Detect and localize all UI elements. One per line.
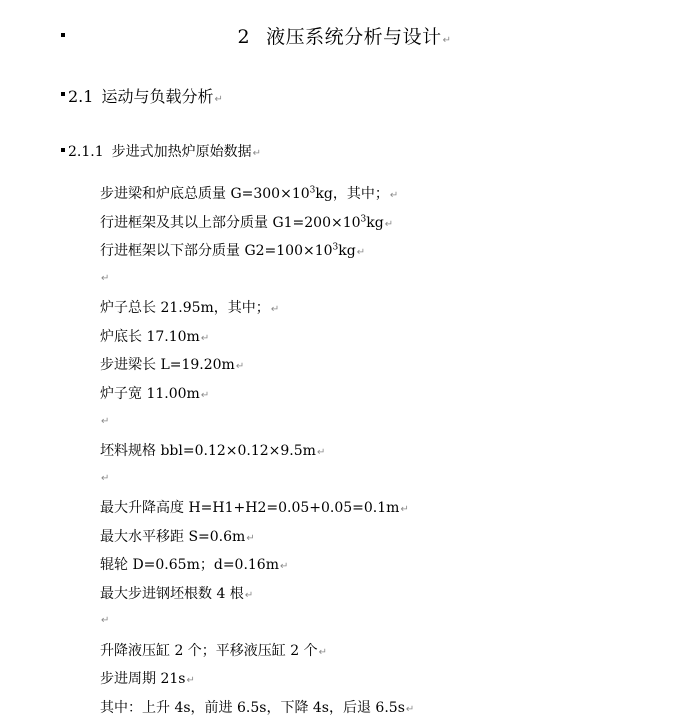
subsection-heading	[68, 141, 261, 161]
paragraph-mark: ↵	[214, 94, 223, 105]
text-line	[100, 354, 244, 374]
line-text: 步进周期 21s	[100, 671, 186, 687]
text-line	[100, 668, 195, 688]
line-text: 炉子宽 11.00m	[100, 386, 200, 402]
line-text: 步进梁长 L=19.20m	[100, 357, 235, 373]
section-number: 2.1	[68, 87, 94, 106]
chapter-title: 液压系统分析与设计	[266, 26, 442, 48]
line-text: 坯料规格 bbl=0.12×0.12×9.5m	[100, 443, 316, 459]
superscript: 3	[309, 185, 316, 196]
empty-line	[100, 611, 109, 627]
paragraph-mark: ↵	[101, 473, 110, 484]
paragraph-mark: ↵	[400, 504, 409, 515]
line-text: 最大升降高度 H=H1+H2=0.05+0.05=0.1m	[100, 500, 400, 516]
line-text: 行进框架及其以上部分质量 G1=200×10	[100, 215, 361, 231]
empty-line	[100, 469, 109, 485]
text-line	[100, 212, 393, 232]
chapter-number: 2	[237, 26, 251, 48]
empty-line	[100, 269, 109, 285]
paragraph-mark: ↵	[101, 416, 110, 427]
paragraph-mark: ↵	[442, 35, 452, 46]
paragraph-mark: ↵	[389, 190, 399, 201]
paragraph-mark: ↵	[252, 148, 262, 159]
heading2-bullet	[61, 92, 65, 96]
text-line	[100, 497, 409, 517]
line-text: 最大步进钢坯根数 4 根	[100, 586, 244, 602]
text-line	[100, 640, 327, 660]
paragraph-mark: ↵	[318, 647, 328, 658]
text-line	[100, 383, 209, 403]
paragraph-mark: ↵	[384, 219, 394, 230]
text-line	[100, 526, 255, 546]
empty-line	[100, 412, 109, 428]
paragraph-mark: ↵	[186, 675, 195, 686]
superscript: 3	[360, 214, 367, 225]
paragraph-mark: ↵	[280, 561, 289, 572]
text-line	[100, 183, 398, 203]
text-line	[100, 440, 325, 460]
line-text: 其中：上升 4s，前进 6.5s，下降 4s，后退 6.5s	[100, 700, 405, 716]
subsection-title: 步进式加热炉原始数据	[111, 144, 252, 160]
section-heading	[68, 84, 223, 107]
paragraph-mark: ↵	[405, 704, 415, 715]
paragraph-mark: ↵	[235, 361, 245, 372]
line-text: 最大水平移距 S=0.6m	[100, 529, 246, 545]
line-text: 步进梁和炉底总质量 G=300×10	[100, 186, 310, 202]
line-text: 炉子总长 21.95m，其中；	[100, 300, 270, 316]
paragraph-mark: ↵	[270, 304, 280, 315]
text-line	[100, 583, 253, 603]
text-line	[100, 697, 414, 717]
section-title: 运动与负载分析	[101, 87, 214, 106]
text-line	[100, 240, 365, 260]
text-line	[100, 326, 209, 346]
chapter-heading	[0, 22, 689, 49]
line-text: kg	[366, 215, 384, 231]
line-text: kg	[338, 243, 356, 259]
paragraph-mark: ↵	[316, 447, 326, 458]
text-line	[100, 554, 288, 574]
subsection-number: 2.1.1	[68, 144, 104, 160]
line-text: 升降液压缸 2 个；平移液压缸 2 个	[100, 643, 318, 659]
paragraph-mark: ↵	[200, 333, 210, 344]
paragraph-mark: ↵	[356, 247, 366, 258]
superscript: 3	[332, 242, 339, 253]
line-text: 辊轮 D=0.65m；d=0.16m	[100, 557, 279, 573]
heading3-bullet	[61, 148, 65, 152]
line-text: kg，其中；	[315, 186, 389, 202]
text-line	[100, 297, 279, 317]
line-text: 行进框架以下部分质量 G2=100×10	[100, 243, 333, 259]
paragraph-mark: ↵	[244, 590, 254, 601]
paragraph-mark: ↵	[200, 390, 210, 401]
paragraph-mark: ↵	[101, 615, 110, 626]
paragraph-mark: ↵	[101, 273, 110, 284]
line-text: 炉底长 17.10m	[100, 329, 200, 345]
paragraph-mark: ↵	[246, 533, 255, 544]
